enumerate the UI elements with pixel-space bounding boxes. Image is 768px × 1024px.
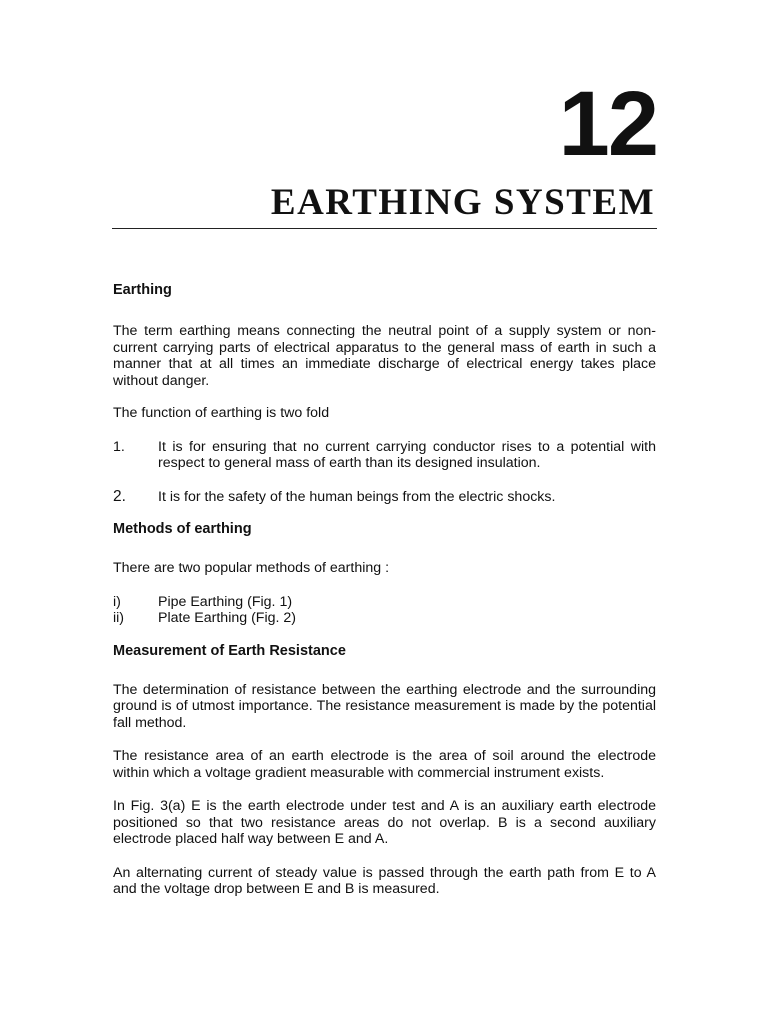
chapter-title: EARTHING SYSTEM	[270, 182, 655, 223]
method-item-1-marker: i)	[113, 593, 121, 610]
section-heading-earthing: Earthing	[113, 282, 172, 298]
function-item-1-text: It is for ensuring that no current carrying conductor rises to a potential with respect to general mass of earth than its designed insulation.	[158, 438, 656, 471]
function-item-1	[113, 439, 656, 472]
method-item-1-text: Pipe Earthing (Fig. 1)	[158, 593, 293, 610]
function-item-2-text: It is for the safety of the human beings from the electric shocks.	[158, 488, 556, 505]
document-body	[113, 282, 656, 898]
measurement-paragraph-3: In Fig. 3(a) E is the earth electrode under test and A is an auxiliary earth electrode positioned so that two resistance areas do not overlap. B is a second auxiliary electrode placed half way between E and A.	[113, 798, 656, 847]
earthing-definition-paragraph: The term earthing means connecting the neutral point of a supply system or non-current carrying parts of electrical apparatus to the general mass of earth in such a manner that at all times an immediate discharge of electrical energy takes place without danger.	[113, 323, 656, 389]
function-item-1-marker: 1.	[113, 438, 125, 455]
function-lead-paragraph: The function of earthing is two fold	[113, 405, 330, 421]
method-item-2	[113, 610, 656, 627]
method-item-2-marker: ii)	[113, 610, 125, 626]
measurement-paragraph-1: The determination of resistance between the earthing electrode and the surrounding ground is of utmost importance. The resistance measurement is made by the potential fall method.	[113, 681, 656, 731]
measurement-paragraph-4: An alternating current of steady value is passed through the earth path from E to A and the voltage drop between E and B is measured.	[113, 864, 656, 897]
title-divider	[112, 228, 657, 229]
methods-lead-paragraph: There are two popular methods of earthing :	[113, 560, 390, 576]
section-heading-methods: Methods of earthing	[113, 521, 252, 537]
method-item-2-text: Plate Earthing (Fig. 2)	[158, 610, 296, 626]
function-item-2	[113, 489, 656, 506]
chapter-number: 12	[558, 73, 657, 175]
function-item-2-marker: 2.	[113, 487, 126, 505]
method-item-1	[113, 594, 656, 611]
measurement-paragraph-2: The resistance area of an earth electrode is the area of soil around the electrode within which a voltage gradient measurable with commercial instrument exists.	[113, 748, 656, 781]
section-heading-measurement: Measurement of Earth Resistance	[113, 642, 346, 659]
